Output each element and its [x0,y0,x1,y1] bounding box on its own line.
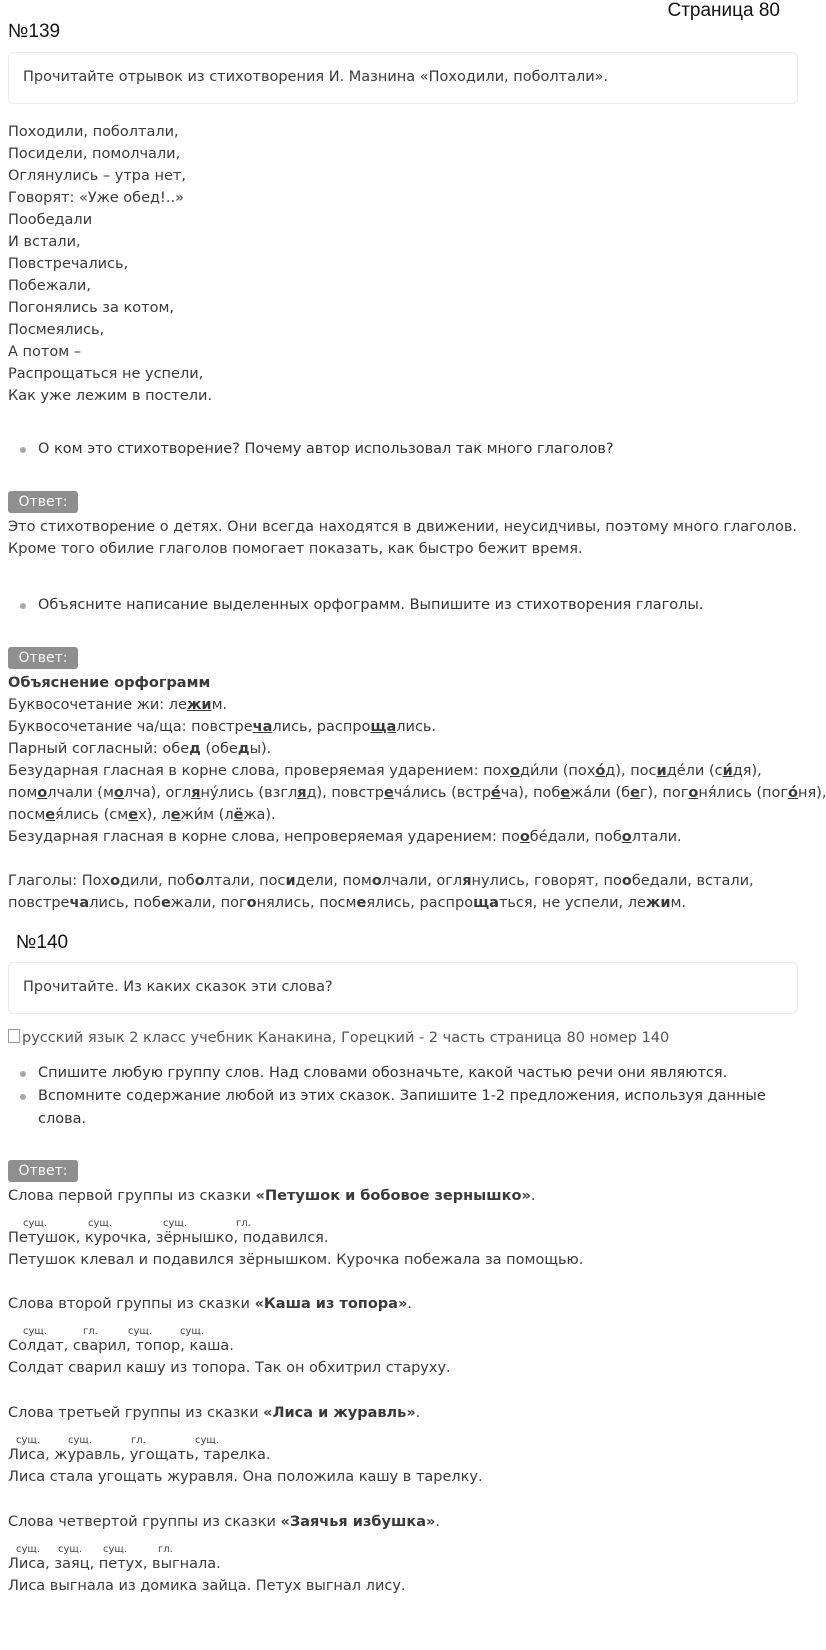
pos-mark: сущ. [58,1544,83,1555]
poem-line: Распрощаться не успели, [8,366,204,382]
pos-mark: гл. [236,1218,251,1229]
orthogram-title: Объяснение орфограмм [8,675,211,691]
poem-line: А потом – [8,344,81,360]
part-of-speech-marks [8,1424,804,1444]
group-sentence: Лиса выгнала из домика зайца. Петух выгнал лису. [8,1578,406,1594]
group-words: Петушок, курочка, зёрнышко, подавился. [8,1230,329,1246]
pos-mark: сущ. [23,1326,48,1337]
task-139-question-1 [8,438,798,461]
answer-badge: Ответ: [8,1160,78,1182]
pos-mark: сущ. [88,1218,113,1229]
broken-image-icon [8,1029,20,1043]
poem-line: Повстречались, [8,256,129,272]
list-item: Спишите любую группу слов. Над словами обозначьте, какой частью речи они являются. [8,1062,798,1085]
poem-line: Посидели, помолчали, [8,146,181,162]
orthogram-line: Парный согласный: обед (обеды). [8,741,272,757]
group-sentence: Петушок клевал и подавился зёрнышком. Курочка побежала за помощью. [8,1252,584,1268]
orthogram-line: Буквосочетание жи: лежим. [8,697,228,713]
pos-mark: сущ. [16,1435,41,1446]
orthogram-line: посмея́лись (смех), лежи́м (лёжа). [8,807,276,823]
group-sentence: Солдат сварил кашу из топора. Так он обхитрил старуху. [8,1360,451,1376]
group-words: Лиса, журавль, угощать, тарелка. [8,1447,271,1463]
answer-2 [8,672,826,914]
part-of-speech-marks [8,1315,804,1335]
group-intro: Слова четвертой группы из сказки «Заячья избушка». [8,1514,440,1530]
poem-line: Говорят: «Уже обед!..» [8,190,184,206]
orthogram-line: Буквосочетание ча/ща: повстречались, распрощались. [8,719,437,735]
pos-mark: гл. [131,1435,146,1446]
page-number: Страница 80 [667,0,780,21]
poem-line: Побежали, [8,278,91,294]
verbs-line: Глаголы: Походили, поболтали, посидели, помолчали, оглянулись, говорят, пообедали, встали, [8,873,754,889]
orthogram-line: Безударная гласная в корне слова, непроверяемая ударением: пообе́дали, поболтали. [8,829,682,845]
task-139-prompt-box [8,52,798,104]
answer-badge: Ответ: [8,647,78,669]
group-words: Солдат, сварил, топор, каша. [8,1338,234,1354]
task-139-prompt: Прочитайте отрывок из стихотворения И. Мазнина «Походили, поболтали». [23,69,609,85]
pos-mark: сущ. [180,1326,205,1337]
group-intro: Слова третьей группы из сказки «Лиса и журавль». [8,1405,421,1421]
poem [8,121,804,407]
pos-mark: сущ. [128,1326,153,1337]
group-sentence: Лиса стала угощать журавля. Она положила кашу в тарелку. [8,1469,483,1485]
pos-mark: гл. [83,1326,98,1337]
poem-line: Посмеялись, [8,322,105,338]
verbs-line: повстречались, побежали, погонялись, посмеялись, распрощаться, не успели, лежим. [8,895,687,911]
textbook-image [8,1029,669,1046]
answer-1 [8,516,804,560]
answer-badge: Ответ: [8,491,78,513]
pos-mark: сущ. [68,1435,93,1446]
pos-mark: сущ. [163,1218,188,1229]
poem-line: Погонялись за котом, [8,300,174,316]
list-item: Объясните написание выделенных орфограмм. Выпишите из стихотворения глаголы. [8,594,798,617]
blank-line [8,848,804,870]
task-139-number: №139 [8,21,61,42]
poem-line: Походили, поболтали, [8,124,179,140]
pos-mark: сущ. [103,1544,128,1555]
poem-line: И встали, [8,234,81,250]
list-item: О ком это стихотворение? Почему автор использовал так много глаголов? [8,438,798,461]
part-of-speech-marks [8,1207,804,1227]
task-140-number: №140 [16,932,69,953]
task-140-prompt: Прочитайте. Из каких сказок эти слова? [23,979,333,995]
group-4 [8,1511,804,1597]
poem-line: Как уже лежим в постели. [8,388,213,404]
list-item: Вспомните содержание любой из этих сказок. Запишите 1-2 предложения, используя данные слова. [8,1085,798,1131]
answer-line: Это стихотворение о детях. Они всегда находятся в движении, неусидчивы, поэтому много глаголов. [8,519,797,535]
poem-line: Пообедали [8,212,93,228]
orthogram-line: Безударная гласная в корне слова, проверяемая ударением: походи́ли (похо́д), посиде́ли (си́дя), [8,763,762,779]
group-intro: Слова первой группы из сказки «Петушок и бобовое зернышко». [8,1188,536,1204]
group-1 [8,1185,804,1271]
part-of-speech-marks [8,1533,804,1553]
group-2 [8,1293,804,1379]
task-140-questions [8,1062,798,1131]
task-140-prompt-box [8,962,798,1014]
orthogram-line: помолчали (молча), огляну́лись (взгляд), повстреча́лись (встре́ча), побежа́ли (бег), погоня́лись (пого́ня), [8,785,826,801]
group-intro: Слова второй группы из сказки «Каша из топора». [8,1296,412,1312]
pos-mark: сущ. [16,1544,41,1555]
pos-mark: сущ. [195,1435,220,1446]
group-words: Лиса, заяц, петух, выгнала. [8,1556,221,1572]
answer-line: Кроме того обилие глаголов помогает показать, как быстро бежит время. [8,541,583,557]
image-alt-text: русский язык 2 класс учебник Канакина, Горецкий - 2 часть страница 80 номер 140 [22,1030,670,1046]
pos-mark: сущ. [23,1218,48,1229]
group-3 [8,1402,804,1488]
task-139-question-2 [8,594,798,617]
poem-line: Оглянулись – утра нет, [8,168,186,184]
pos-mark: гл. [158,1544,173,1555]
